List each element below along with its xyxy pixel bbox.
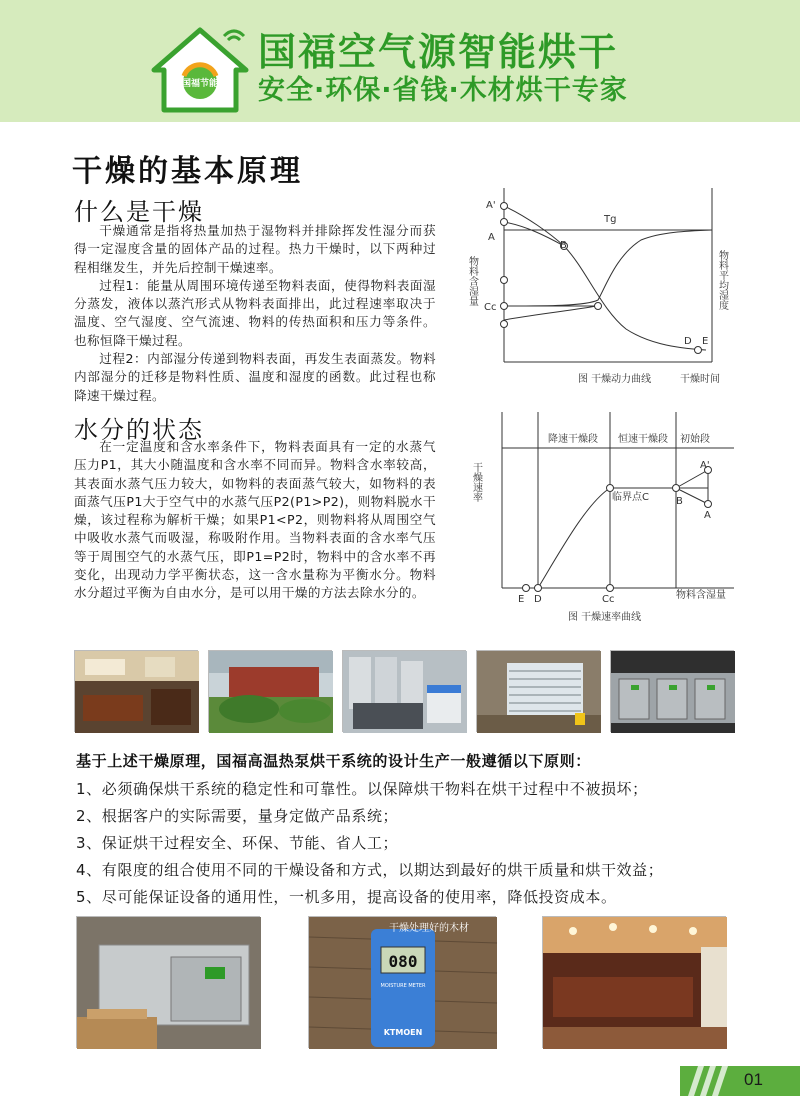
chart1-ylabel-right: 物料平均湿度: [716, 250, 728, 310]
section1-paragraph: 过程1：能量从周围环境传递至物料表面，使得物料表面湿分蒸发，液体以蒸汽形式从物料表面排出，此过程速率取决于温度、空气湿度、空气流速、物料的传热面积和压力等条件。也称恒降干燥过程。: [74, 277, 436, 348]
chart1-point-c: [595, 303, 602, 310]
chart1-lower-curve: [504, 306, 596, 320]
photo-factory-gate: [208, 650, 332, 732]
brand-title: 国福空气源智能烘干: [258, 30, 619, 74]
meter-brand: KTMOEN: [383, 1028, 423, 1037]
moisture-meter-image-icon: [309, 917, 497, 1049]
photo-furniture-hall: [542, 916, 726, 1048]
section1-paragraph: 干燥通常是指将热量加热于湿物料并排除挥发性湿分而获得一定湿度含量的固体产品的过程。热力干燥时，以下两种过程相继发生，并先后控制干燥速率。: [74, 223, 436, 275]
header-banner: [0, 0, 800, 122]
chart2-point-d: [535, 585, 542, 592]
chart2-seg3: 初始段: [680, 434, 710, 445]
chart2-label-critical: 临界点C: [612, 492, 649, 503]
chart1-initial-curve: [504, 222, 564, 246]
chart2-point-b: [673, 485, 680, 492]
chart2-point-cc: [607, 585, 614, 592]
chart2-label-a: A: [704, 510, 711, 521]
footer-stripes-icon: [680, 1066, 800, 1096]
chart1-point-a: [501, 219, 508, 226]
principle-item: 3、保证烘干过程安全、环保、节能、省人工；: [76, 834, 399, 852]
chart1-moisture-curve: [504, 206, 709, 350]
furniture-hall-image-icon: [543, 917, 727, 1049]
chart2-seg2: 恒速干燥段: [618, 434, 668, 445]
chart2-point-c: [607, 485, 614, 492]
meter-model: MOISTURE METER: [380, 983, 426, 989]
photo-drying-chambers: [610, 650, 734, 732]
chart1-point-low: [501, 321, 508, 328]
chart2-label-b: B: [676, 496, 683, 507]
chart2-label-e: E: [518, 594, 525, 605]
drying-kinetics-chart: [456, 184, 736, 392]
principles-title: 基于上述干燥原理，国福高温热泵烘干系统的设计生产一般遵循以下原则：: [76, 752, 591, 770]
brand-slogan: 安全·环保·省钱·木材烘干专家: [258, 75, 628, 106]
section-title-what-is-drying: 什么是干燥: [74, 198, 204, 226]
photo-wood-furniture-showroom: [74, 650, 198, 732]
logo-text: 国福节能: [181, 79, 219, 89]
chart1-label-d: D: [684, 336, 692, 347]
photo-dryer-chamber-lumber: [76, 916, 260, 1048]
chart2-falling-rate-curve: [538, 488, 610, 588]
chart1-caption: 图 干燥动力曲线: [578, 374, 652, 385]
chart1-xlabel: 干燥时间: [680, 374, 720, 385]
chart2-point-a: [705, 501, 712, 508]
photo-heat-pump-units: [342, 650, 466, 732]
chart1-label-a: A: [488, 232, 495, 243]
chart2-seg1: 降速干燥段: [548, 434, 598, 445]
chart1-ylabel-left: 物料含湿量: [466, 256, 478, 306]
chart2-point-e: [523, 585, 530, 592]
drying-chambers-image-icon: [611, 651, 735, 733]
chart1-label-e: E: [702, 336, 709, 347]
photo-drying-room-interior: [476, 650, 600, 732]
chart2-label-a-prime: A': [700, 460, 710, 471]
house-logo-icon: [148, 26, 252, 112]
chart1-point-cc: [501, 303, 508, 310]
chart2-label-d: D: [534, 594, 542, 605]
footer-bar: [680, 1066, 800, 1096]
chart1-label-cc: Cc: [484, 302, 497, 313]
heat-pump-image-icon: [343, 651, 467, 733]
chart1-point-mid: [501, 277, 508, 284]
chart2-xlabel: 物料含湿量: [676, 590, 726, 601]
principle-item: 2、根据客户的实际需要，量身定做产品系统；: [76, 807, 399, 825]
chart2-caption: 图 干燥速率曲线: [568, 612, 642, 623]
chart2-initial-line-up: [676, 470, 708, 488]
chart1-temperature-curve: [504, 230, 712, 306]
chart1-point-de: [695, 347, 702, 354]
chart1-label-a-prime: A': [486, 200, 496, 211]
dryer-lumber-image-icon: [77, 917, 261, 1049]
section2-text: [74, 438, 436, 603]
drying-rate-chart: [472, 408, 740, 628]
chart1-point-a-prime: [501, 203, 508, 210]
section1-paragraph: 过程2：内部湿分传递到物料表面，再发生表面蒸发。物料内部湿分的迁移是物料性质、温度和湿度的函数。此过程也称降速干燥过程。: [74, 351, 436, 403]
showroom-image-icon: [75, 651, 199, 733]
factory-gate-image-icon: [209, 651, 333, 733]
chart2-label-cc: Cc: [602, 594, 615, 605]
principle-item: 1、必须确保烘干系统的稳定性和可靠性。以保障烘干物料在烘干过程中不被损坏；: [76, 780, 648, 798]
page-number: 01: [744, 1070, 763, 1089]
chart1-tg-label: Tg: [604, 214, 617, 225]
principle-item: 5、尽可能保证设备的通用性，一机多用，提高设备的使用率，降低投资成本。: [76, 888, 617, 906]
meter-reading: 080: [388, 952, 418, 971]
section1-text: [74, 222, 436, 405]
section-title-water-state: 水分的状态: [74, 416, 204, 444]
meter-caption: 干燥处理好的木材: [389, 923, 469, 934]
drying-room-image-icon: [477, 651, 601, 733]
principle-item: 4、有限度的组合使用不同的干燥设备和方式，以期达到最好的烘干质量和烘干效益；: [76, 861, 664, 879]
chart1-label-b: B: [560, 240, 567, 251]
chart2-ylabel: 干燥速率: [470, 462, 482, 502]
section2-paragraph: 在一定温度和含水率条件下，物料表面具有一定的水蒸气压力P1，其大小随温度和含水率不同而异。物料含水率较高，其表面水蒸气压力较大，如物料的表面蒸气较大，如物料的表面蒸气压P1大于空气中的水蒸气压P2(P1>P2)，则物料脱水干燥，该过程称为解析干燥；如果P1<P2，则物料将从周围空气中吸收水蒸气而吸湿，称吸附作用。当物料表面的含水率气压等于周围空气的水蒸气压，即P1=P2时，物料中的含水率不再变化，出现动力学平衡状态，这一含水量称为平衡水分。物料水分超过平衡为自由水分，是可以用干燥的方法去除水分的。: [74, 439, 436, 601]
page-title: 干燥的基本原理: [72, 154, 303, 189]
photo-moisture-meter: [308, 916, 496, 1048]
